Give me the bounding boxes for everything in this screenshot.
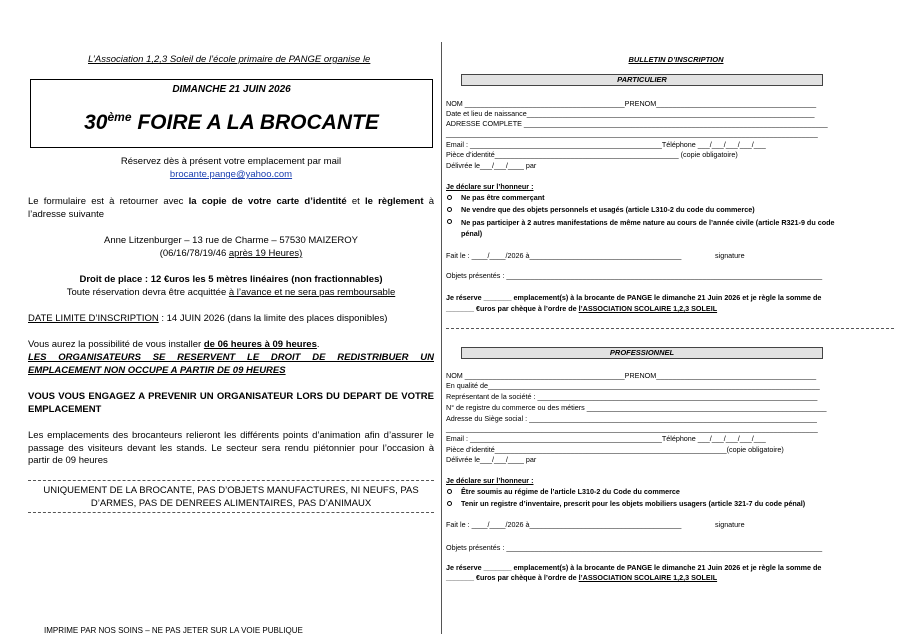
particulier-declare: Je déclare sur l’honneur : (446, 182, 534, 191)
reserve-line: Réservez dès à présent votre emplacement par mail (120, 156, 342, 167)
particulier-naissance-field[interactable]: Date et lieu de naissance________________________________________________________________________ (446, 109, 815, 118)
professionnel-objets-field[interactable]: Objets présentés : _______________________________________________________________________________ (446, 543, 823, 552)
date-limite-value: : 14 JUIN 2026 (dans la limite des places disponibles) (158, 313, 388, 324)
phone: (06/16/78/19/46 (159, 248, 229, 259)
particulier-adresse-field[interactable]: ADRESSE COMPLETE ____________________________________________________________________________ (446, 119, 828, 128)
particulier-reserve-2 (446, 304, 717, 313)
bullet-icon (447, 489, 452, 494)
bulletin-title: BULLETIN D’INSCRIPTION (628, 55, 724, 64)
form-text-2: et (346, 196, 365, 207)
install-hours: de 06 heures à 09 heures (203, 339, 317, 350)
professionnel-reserve-amount: _______ €uros par chèque à l’ordre de (446, 573, 579, 582)
droit-de-place: Droit de place : 12 €uros les 5 mètres linéaires (non fractionnables) (79, 274, 383, 285)
phone-line (28, 248, 434, 259)
professionnel-representant-field[interactable]: Représentant de la société : ______________________________________________________________________ (446, 392, 818, 401)
event-title-text: FOIRE A LA BROCANTE (137, 111, 379, 134)
professionnel-qualite-field[interactable]: En qualité de___________________________________________________________________________________ (446, 381, 820, 390)
install-end: . (316, 339, 320, 350)
particulier-reserve-amount: _______ €uros par chèque à l’ordre de (446, 304, 579, 313)
particulier-fait-le[interactable]: Fait le : ____/____/2026 à______________________________________ (446, 251, 682, 260)
emplacements-text: Les emplacements des brocanteurs relieront les différents points d’animation afin d’assurer le passage des visiteurs devant les stands. Le secteur sera rendu piétonnier pour l’occasion à partir de 09 heures (28, 430, 434, 466)
particulier-objets-field[interactable]: Objets présentés : _______________________________________________________________________________ (446, 271, 823, 280)
particulier-header: PARTICULIER (461, 74, 823, 86)
particulier-email-field[interactable]: Email : ________________________________________________Téléphone ___/___/___/___/___ (446, 140, 766, 149)
engagement-notice: VOUS VOUS ENGAGEZ A PREVENIR UN ORGANISATEUR LORS DU DEPART DE VOTRE EMPLACEMENT (28, 391, 434, 415)
uniquement-notice: UNIQUEMENT DE LA BROCANTE, PAS D’OBJETS MANUFACTURES, NI NEUFS, PAS D’ARMES, PAS DE DENREES ALIMENTAIRES, PAS D’ANIMAUX (43, 485, 419, 509)
column-divider (441, 42, 442, 634)
address: Anne Litzenburger – 13 rue de Charme – 57530 MAIZEROY (103, 235, 358, 246)
professionnel-reserve-2 (446, 573, 717, 582)
divider-dashed-top (28, 480, 434, 481)
divider-dashed-bottom (28, 512, 434, 513)
form-instructions (28, 196, 434, 221)
install-line (28, 339, 320, 350)
professionnel-piece-field[interactable]: Pièce d’identité__________________________________________________________(copie obligatoire) (446, 445, 784, 454)
phone-hours: après 19 Heures) (228, 248, 303, 259)
form-bold-1: la copie de votre carte d’identité (188, 196, 347, 207)
professionnel-siege-field[interactable]: Adresse du Siège social : ________________________________________________________________________ (446, 414, 817, 423)
particulier-signature: signature (715, 251, 745, 260)
particulier-nom-field[interactable]: NOM ________________________________________PRENOM________________________________________ (446, 99, 817, 108)
professionnel-delivree-field[interactable]: Délivrée le___/___/____ par (446, 455, 537, 464)
particulier-delivree-field[interactable]: Délivrée le___/___/____ par (446, 161, 537, 170)
email-link[interactable]: brocante.pange@yahoo.com (169, 169, 293, 180)
bullet-icon (447, 219, 452, 224)
professionnel-header: PROFESSIONNEL (461, 347, 823, 359)
reservation-underlined: à l’avance et ne sera pas remboursable (228, 287, 396, 298)
event-date: DIMANCHE 21 JUIN 2026 (172, 84, 291, 95)
particulier-piece-field[interactable]: Pièce d’identité______________________________________________ (copie obligatoire) (446, 150, 738, 159)
date-limite (28, 313, 387, 324)
professionnel-email-field[interactable]: Email : ________________________________________________Téléphone ___/___/___/___/___ (446, 434, 766, 443)
particulier-reserve-order: l’ASSOCIATION SCOLAIRE 1,2,3 SOLEIL (578, 304, 718, 313)
particulier-adresse-line2[interactable]: _____________________________________________________________________________________________ (446, 129, 818, 138)
professionnel-reserve-order: l’ASSOCIATION SCOLAIRE 1,2,3 SOLEIL (578, 573, 718, 582)
section-separator (446, 328, 894, 329)
particulier-reserve-1: Je réserve _______ emplacement(s) à la brocante de PANGE le dimanche 21 Juin 2026 et je règle la somme de (446, 293, 822, 302)
professionnel-nom-field[interactable]: NOM ________________________________________PRENOM________________________________________ (446, 371, 817, 380)
professionnel-adresse-line2[interactable]: _____________________________________________________________________________________________ (446, 424, 818, 433)
particulier-item-1: Ne pas être commerçant (461, 193, 545, 202)
event-title (30, 110, 433, 135)
professionnel-signature: signature (715, 520, 745, 529)
bullet-icon (447, 195, 452, 200)
form-text-3: à l’adresse suivante (28, 196, 434, 220)
email-line (28, 169, 434, 180)
professionnel-item-1: Être soumis au régime de l’article L310-2 du Code du commerce (461, 487, 680, 496)
professionnel-reserve-1: Je réserve _______ emplacement(s) à la brocante de PANGE le dimanche 21 Juin 2026 et je règle la somme de (446, 563, 822, 572)
reservation-text: Toute réservation devra être acquittée (66, 287, 229, 298)
date-limite-label: DATE LIMITE D’INSCRIPTION (28, 313, 159, 324)
professionnel-item-2: Tenir un registre d’inventaire, prescrit pour les objets mobiliers usagers (article 321-7 du code pénal) (461, 499, 806, 508)
edition-number: 30 (84, 111, 108, 134)
professionnel-fait-le[interactable]: Fait le : ____/____/2026 à______________________________________ (446, 520, 682, 529)
particulier-item-2: Ne vendre que des objets personnels et usagés (article L310-2 du code du commerce) (461, 205, 755, 214)
edition-suffix: ème (107, 110, 132, 124)
professionnel-declare: Je déclare sur l’honneur : (446, 476, 534, 485)
particulier-item-3: Ne pas participer à 2 autres manifestations de même nature au cours de l’année civile (article R321-9 du code pénal) (461, 218, 835, 238)
organisateurs-notice: LES ORGANISATEURS SE RESERVENT LE DROIT DE REDISTRIBUER UN EMPLACEMENT NON OCCUPE A PARTIR DE 09 HEURES (28, 352, 434, 376)
bullet-icon (447, 501, 452, 506)
footer-notice: IMPRIME PAR NOS SOINS – NE PAS JETER SUR LA VOIE PUBLIQUE (44, 626, 303, 635)
form-bold-2: le règlement (364, 196, 424, 207)
professionnel-registre-field[interactable]: N° de registre du commerce ou des métiers ____________________________________________________________ (446, 403, 827, 412)
install-text: Vous aurez la possibilité de vous installer (28, 339, 204, 350)
intro-line: L’Association 1,2,3 Soleil de l’école primaire de PANGE organise le (88, 54, 371, 65)
bullet-icon (447, 207, 452, 212)
reservation-line (28, 287, 434, 298)
form-text-1: Le formulaire est à retourner avec (28, 196, 189, 207)
